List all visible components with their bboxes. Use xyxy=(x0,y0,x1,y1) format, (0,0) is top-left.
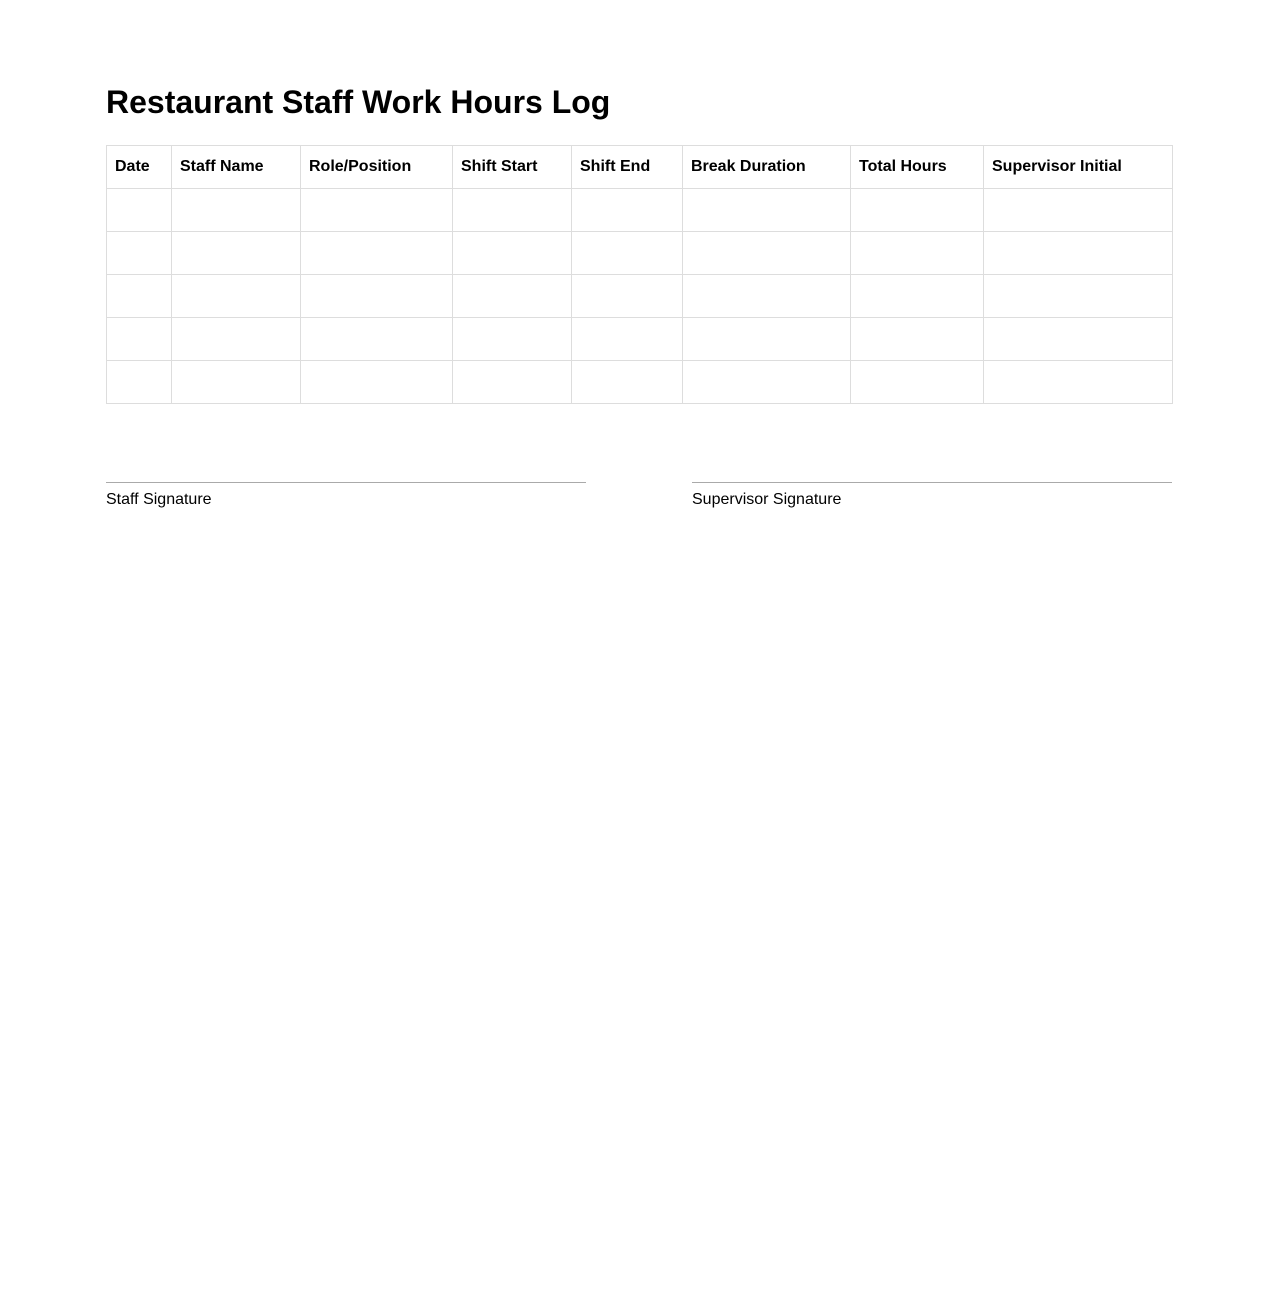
page-title: Restaurant Staff Work Hours Log xyxy=(106,84,611,120)
table-cell[interactable] xyxy=(572,361,683,404)
table-cell[interactable] xyxy=(453,318,572,361)
table-cell[interactable] xyxy=(572,275,683,318)
header-break-duration: Break Duration xyxy=(683,146,851,189)
table-cell[interactable] xyxy=(301,189,453,232)
table-cell[interactable] xyxy=(572,232,683,275)
table-cell[interactable] xyxy=(683,275,851,318)
table-cell[interactable] xyxy=(683,361,851,404)
table-row xyxy=(107,232,1173,275)
hours-log-table xyxy=(106,145,1173,404)
table-cell[interactable] xyxy=(851,189,984,232)
table-cell[interactable] xyxy=(984,232,1173,275)
table-cell[interactable] xyxy=(107,232,172,275)
table-cell[interactable] xyxy=(107,318,172,361)
table-cell[interactable] xyxy=(453,275,572,318)
table-cell[interactable] xyxy=(984,275,1173,318)
table-row xyxy=(107,275,1173,318)
table-cell[interactable] xyxy=(107,189,172,232)
table-cell[interactable] xyxy=(107,361,172,404)
staff-signature-line: Staff Signature xyxy=(106,482,586,509)
table-cell[interactable] xyxy=(851,361,984,404)
table-cell[interactable] xyxy=(453,189,572,232)
table-cell[interactable] xyxy=(683,318,851,361)
supervisor-signature-line: Supervisor Signature xyxy=(692,482,1172,509)
table-cell[interactable] xyxy=(851,275,984,318)
table-cell[interactable] xyxy=(851,232,984,275)
table-cell[interactable] xyxy=(453,232,572,275)
table-cell[interactable] xyxy=(851,318,984,361)
table-cell[interactable] xyxy=(984,318,1173,361)
table-cell[interactable] xyxy=(107,275,172,318)
table-cell[interactable] xyxy=(301,361,453,404)
table-cell[interactable] xyxy=(301,318,453,361)
table-cell[interactable] xyxy=(301,232,453,275)
table-cell[interactable] xyxy=(572,318,683,361)
table-cell[interactable] xyxy=(172,189,301,232)
header-total-hours: Total Hours xyxy=(851,146,984,189)
table-cell[interactable] xyxy=(172,361,301,404)
table-row xyxy=(107,189,1173,232)
table-row xyxy=(107,318,1173,361)
table-cell[interactable] xyxy=(572,189,683,232)
header-staff-name: Staff Name xyxy=(172,146,301,189)
table-cell[interactable] xyxy=(172,275,301,318)
table-cell[interactable] xyxy=(453,361,572,404)
header-row xyxy=(107,146,1173,189)
table-cell[interactable] xyxy=(172,318,301,361)
header-shift-end: Shift End xyxy=(572,146,683,189)
header-date: Date xyxy=(107,146,172,189)
header-shift-start: Shift Start xyxy=(453,146,572,189)
header-supervisor-initial: Supervisor Initial xyxy=(984,146,1173,189)
table-cell[interactable] xyxy=(172,232,301,275)
table-cell[interactable] xyxy=(984,361,1173,404)
table-row xyxy=(107,361,1173,404)
header-role: Role/Position xyxy=(301,146,453,189)
table-cell[interactable] xyxy=(984,189,1173,232)
table-cell[interactable] xyxy=(301,275,453,318)
table-cell[interactable] xyxy=(683,232,851,275)
table-cell[interactable] xyxy=(683,189,851,232)
